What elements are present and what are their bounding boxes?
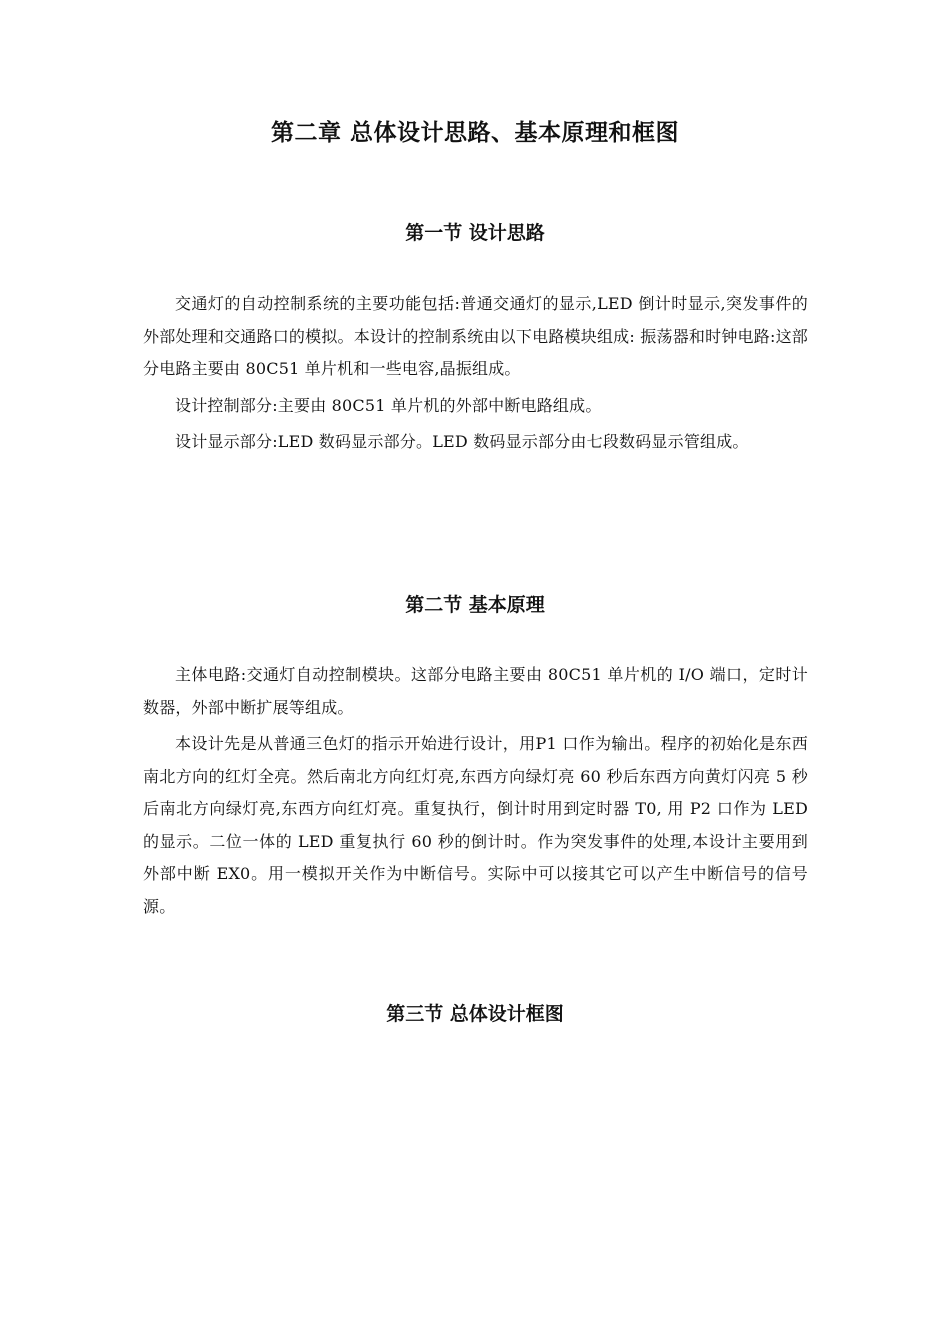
paragraph: 设计控制部分:主要由 80C51 单片机的外部中断电路组成。 bbox=[175, 395, 602, 415]
section-body-design-idea bbox=[143, 288, 808, 459]
section-title-block-diagram: 第三节 总体设计框图 bbox=[386, 1003, 564, 1025]
paragraph: 主体电路:交通灯自动控制模块。这部分电路主要由 80C51 单片机的 I/O 端口，定时计数器，外部中断扩展等组成。 bbox=[143, 665, 808, 717]
chapter-title: 第二章 总体设计思路、基本原理和框图 bbox=[270, 120, 679, 146]
paragraph: 交通灯的自动控制系统的主要功能包括:普通交通灯的显示,LED 倒计时显示,突发事件的外部处理和交通路口的模拟。本设计的控制系统由以下电路模块组成: 振荡器和时钟电路:这部分电路主要由 80C51 单片机和一些电容,晶振组成。 bbox=[143, 294, 808, 378]
paragraph: 设计显示部分:LED 数码显示部分。LED 数码显示部分由七段数码显示管组成。 bbox=[175, 432, 749, 451]
section-title-basic-principle: 第二节 基本原理 bbox=[405, 594, 545, 616]
paragraph: 本设计先是从普通三色灯的指示开始进行设计，用P1 口作为输出。程序的初始化是东西南北方向的红灯全亮。然后南北方向红灯亮,东西方向绿灯亮 60 秒后东西方向黄灯闪亮 5 秒后南北方向绿灯亮,东西方向红灯亮。重复执行，倒计时用到定时器 T0, 用 P2 口作为 LED 的显示。二位一体的 LED 重复执行 60 秒的倒计时。作为突发事件的处理,本设计主要用到外部中断 EX0。用一模拟开关作为中断信号。实际中可以接其它可以产生中断信号的信号源。 bbox=[143, 734, 808, 916]
section-title-design-idea: 第一节 设计思路 bbox=[405, 222, 545, 244]
section-body-basic-principle bbox=[143, 659, 808, 923]
